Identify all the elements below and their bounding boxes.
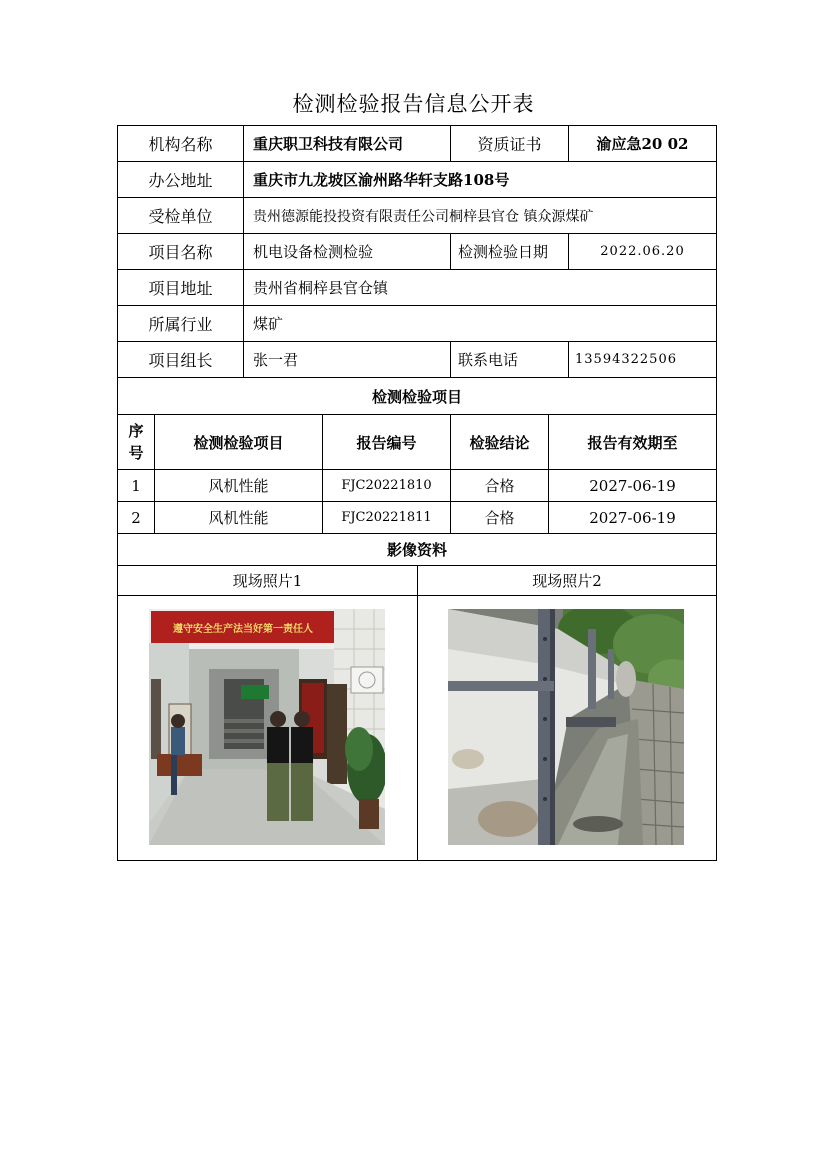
leader-label: 项目组长 (117, 341, 244, 378)
photo2-caption: 现场照片2 (417, 565, 717, 596)
leader-value: 张一君 (243, 341, 451, 378)
items-heading: 检测检验项目 (117, 377, 717, 415)
org-value: 重庆职卫科技有限公司 (243, 125, 451, 162)
row-2-seq: 2 (117, 501, 155, 534)
seq-header (117, 414, 155, 470)
row-1-report-no: FJC20221810 (322, 469, 451, 502)
row-2-valid-until: 2027-06-19 (548, 501, 717, 534)
project-label: 项目名称 (117, 233, 244, 270)
valid-until-header: 报告有效期至 (548, 414, 717, 470)
site-value: 贵州省桐梓县官仓镇 (243, 269, 717, 306)
industry-label: 所属行业 (117, 305, 244, 342)
row-2-item: 风机性能 (154, 501, 323, 534)
client-value: 贵州德源能投投资有限责任公司桐梓县官仓 镇众源煤矿 (243, 197, 717, 234)
site-label: 项目地址 (117, 269, 244, 306)
report-no-header: 报告编号 (322, 414, 451, 470)
row-1-conclusion: 合格 (450, 469, 549, 502)
phone-label: 联系电话 (450, 341, 569, 378)
site-photo-1 (149, 609, 385, 845)
seq-header-line2: 号 (128, 444, 144, 462)
client-label: 受检单位 (117, 197, 244, 234)
date-label: 检测检验日期 (450, 233, 569, 270)
org-label: 机构名称 (117, 125, 244, 162)
site-photo-2 (448, 609, 684, 845)
address-label: 办公地址 (117, 161, 244, 198)
industry-value: 煤矿 (243, 305, 717, 342)
date-value: 2022.06.20 (568, 233, 717, 270)
cert-value: 渝应急20 02 (568, 125, 717, 162)
item-header: 检测检验项目 (154, 414, 323, 470)
photo1-banner-text: 遵守安全生产法当好第一责任人 (173, 624, 313, 635)
seq-header-line1: 序 (128, 422, 144, 440)
phone-value: 13594322506 (568, 341, 717, 378)
row-1-valid-until: 2027-06-19 (548, 469, 717, 502)
conclusion-header: 检验结论 (450, 414, 549, 470)
cert-label: 资质证书 (450, 125, 569, 162)
photo1-caption: 现场照片1 (117, 565, 418, 596)
row-1-item: 风机性能 (154, 469, 323, 502)
row-1-seq: 1 (117, 469, 155, 502)
address-value: 重庆市九龙坡区渝州路华轩支路108号 (243, 161, 717, 198)
page-title: 检测检验报告信息公开表 (292, 92, 535, 116)
row-2-report-no: FJC20221811 (322, 501, 451, 534)
project-value: 机电设备检测检验 (243, 233, 451, 270)
media-heading: 影像资料 (117, 533, 717, 566)
row-2-conclusion: 合格 (450, 501, 549, 534)
